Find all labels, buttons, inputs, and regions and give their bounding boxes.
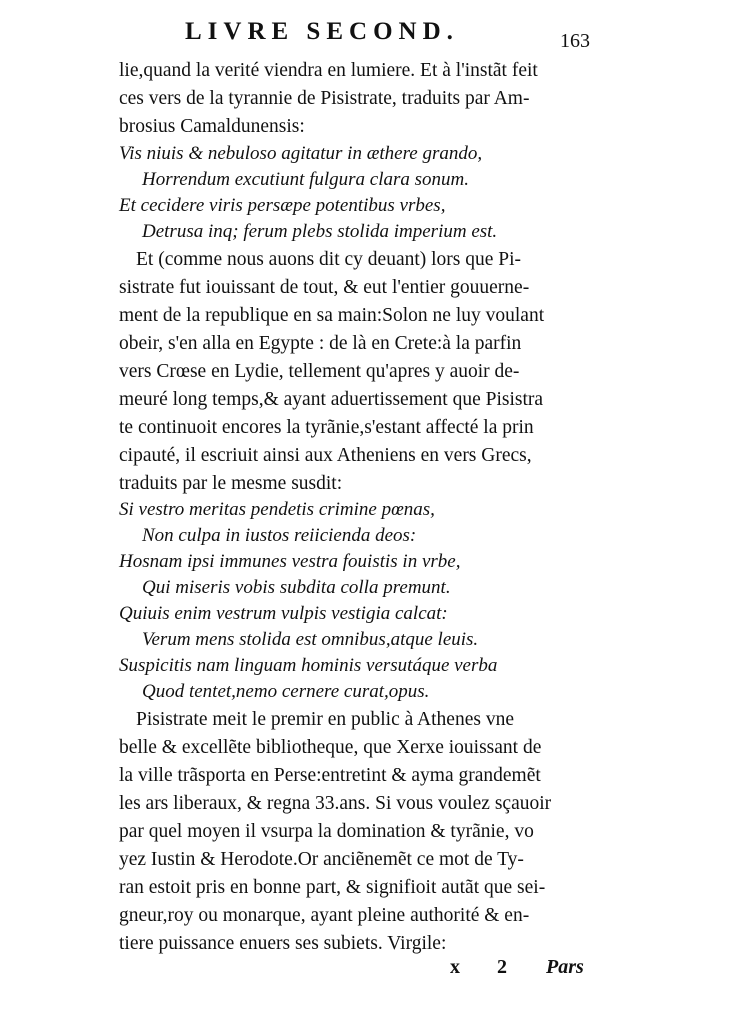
prose-line: ran estoit pris en bonne part, & signifioit autãt que sei-	[119, 877, 546, 898]
prose-line: sistrate fut iouissant de tout, & eut l'entier gouuerne-	[119, 277, 530, 298]
catchword: Pars	[546, 956, 584, 978]
prose-line: yez Iustin & Herodote.Or anciẽnemẽt ce mot de Ty-	[119, 849, 524, 870]
verse-line: Qui miseris vobis subdita colla premunt.	[142, 577, 451, 598]
prose-line: tiere puissance enuers ses subiets. Virgile:	[119, 933, 447, 954]
page-number: 163	[560, 30, 590, 52]
signature-mark: x 2	[450, 956, 523, 978]
verse-line: Non culpa in iustos reiicienda deos:	[142, 525, 417, 546]
verse-line: Suspicitis nam linguam hominis versutáque verba	[119, 655, 498, 676]
prose-line: traduits par le mesme susdit:	[119, 473, 343, 494]
prose-line: obeir, s'en alla en Egypte : de là en Crete:à la parfin	[119, 333, 522, 354]
prose-line: Pisistrate meit le premir en public à Athenes vne	[136, 709, 514, 730]
prose-line: lie,quand la verité viendra en lumiere. Et à l'instãt feit	[119, 60, 538, 81]
prose-line: la ville trãsporta en Perse:entretint & ayma grandemẽt	[119, 765, 541, 786]
verse-line: Vis niuis & nebuloso agitatur in æthere grando,	[119, 143, 483, 164]
prose-line: vers Crœse en Lydie, tellement qu'apres y auoir de-	[119, 361, 520, 382]
prose-line: par quel moyen il vsurpa la domination & tyrãnie, vo	[119, 821, 534, 842]
verse-line: Horrendum excutiunt fulgura clara sonum.	[142, 169, 470, 190]
prose-line: gneur,roy ou monarque, ayant pleine authorité & en-	[119, 905, 530, 926]
verse-line: Et cecidere viris persæpe potentibus vrbes,	[119, 195, 446, 216]
verse-line: Si vestro meritas pendetis crimine pœnas,	[119, 499, 435, 520]
verse-line: Quiuis enim vestrum vulpis vestigia calcat:	[119, 603, 448, 624]
verse-line: Hosnam ipsi immunes vestra fouistis in vrbe,	[119, 551, 461, 572]
running-title: LIVRE SECOND.	[185, 18, 459, 45]
prose-line: ces vers de la tyrannie de Pisistrate, traduits par Am-	[119, 88, 530, 109]
prose-line: Et (comme nous auons dit cy deuant) lors que Pi-	[136, 249, 522, 270]
prose-line: te continuoit encores la tyrãnie,s'estant affecté la prin	[119, 417, 534, 438]
prose-line: belle & excellẽte bibliotheque, que Xerxe iouissant de	[119, 737, 542, 758]
prose-line: les ars liberaux, & regna 33.ans. Si vous voulez sçauoir	[119, 793, 552, 814]
verse-line: Quod tentet,nemo cernere curat,opus.	[142, 681, 430, 702]
prose-line: cipauté, il escriuit ainsi aux Atheniens en vers Grecs,	[119, 445, 532, 466]
prose-line: brosius Camaldunensis:	[119, 116, 305, 137]
verse-line: Verum mens stolida est omnibus,atque leuis.	[142, 629, 479, 650]
prose-line: meuré long temps,& ayant aduertissement que Pisistra	[119, 389, 544, 410]
prose-line: ment de la republique en sa main:Solon ne luy voulant	[119, 305, 545, 326]
verse-line: Detrusa inq; ferum plebs stolida imperium est.	[142, 221, 498, 242]
